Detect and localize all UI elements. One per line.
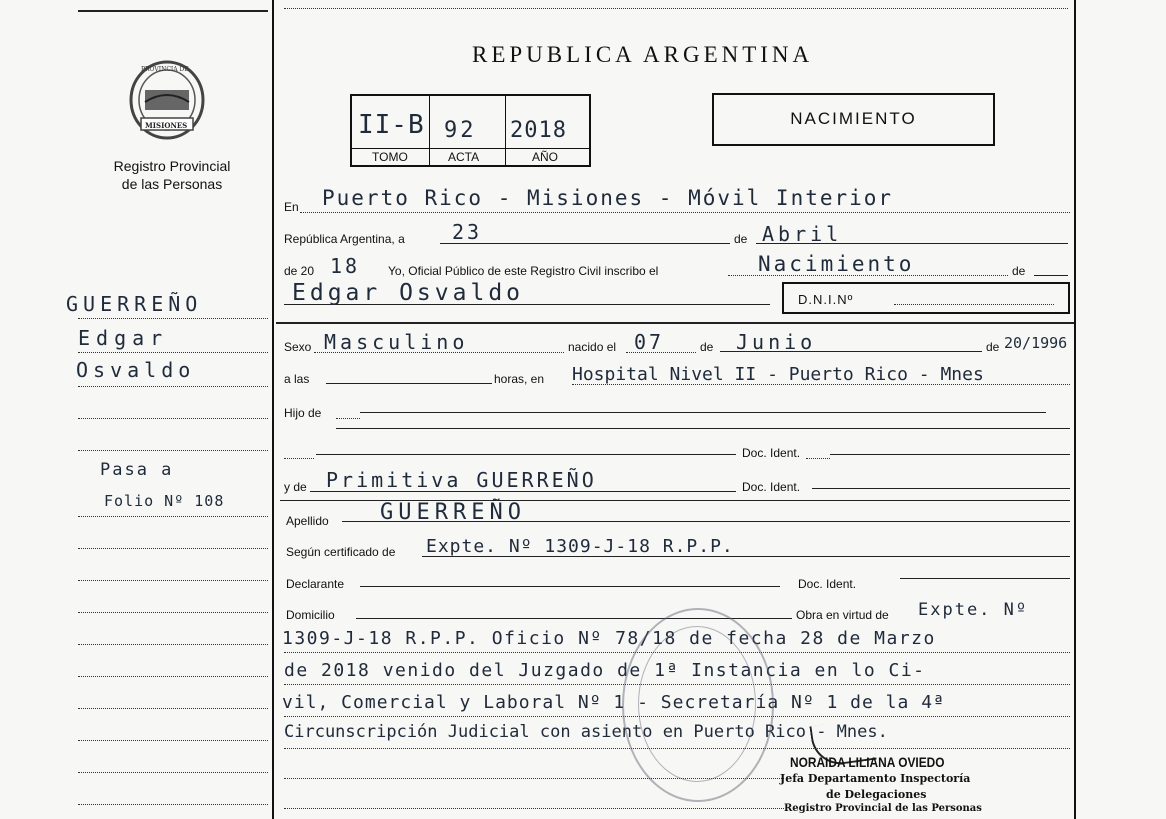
registry-line-2: de las Personas: [121, 176, 223, 192]
ano-value: 2018: [510, 118, 567, 143]
margin-dots-10: [78, 644, 268, 645]
month-value: Abril: [762, 222, 843, 246]
province-seal: [127, 58, 207, 142]
year-value: 18: [330, 254, 361, 278]
margin-dots-6: [78, 516, 268, 517]
margin-name2: Osvaldo: [76, 358, 196, 382]
margin-dots-13: [78, 740, 268, 741]
dni-box: [782, 282, 1070, 314]
top-dotted-line: [284, 8, 1068, 9]
margin-dots-9: [78, 612, 268, 613]
tomo-label: TOMO: [372, 150, 408, 164]
signature-title-2: de Delegaciones: [826, 788, 927, 801]
apellido-label: Apellido: [286, 514, 329, 528]
birth-day: 07: [634, 330, 665, 354]
segun-label: Según certificado de: [286, 545, 396, 559]
body-line-3: vil, Comercial y Laboral Nº 1 - Secretaría Nº 1 de la 4ª: [282, 692, 945, 713]
body-line-2: de 2018 venido del Juzgado de 1ª Instancia en lo Ci-: [284, 660, 926, 681]
margin-dots-7: [78, 548, 268, 549]
horas-label: horas, en: [494, 372, 545, 386]
registry-line-1: Registro Provincial: [113, 158, 231, 174]
top-left-rule: [78, 10, 268, 12]
tomo-value: II-B: [358, 110, 425, 140]
margin-dots-11: [78, 676, 268, 677]
margin-note1: Pasa a: [100, 460, 174, 480]
signature-name: NORAIDA LILIANA OVIEDO: [790, 754, 945, 770]
margin-note2: Folio Nº 108: [104, 492, 225, 510]
margin-surname: GUERREÑO: [66, 292, 203, 316]
de3-label: de: [700, 340, 714, 354]
seal-text-top: PROVINCIA DE: [141, 66, 189, 73]
acta-value: 92: [444, 118, 477, 143]
margin-dots-15: [78, 804, 268, 805]
place-value: Hospital Nivel II - Puerto Rico - Mnes: [572, 364, 984, 385]
margin-dots-4: [78, 418, 268, 419]
segun-value: Expte. Nº 1309-J-18 R.P.P.: [426, 536, 734, 557]
day-value: 23: [452, 220, 483, 244]
margin-dots-2: [78, 352, 268, 353]
ano-label: AÑO: [532, 150, 559, 164]
margin-dots-14: [78, 772, 268, 773]
de2-label: de: [1012, 264, 1026, 278]
signature-title-3: Registro Provincial de las Personas: [784, 803, 982, 814]
doc-ident-label-1: Doc. Ident.: [742, 446, 801, 460]
de-label: de: [734, 232, 748, 246]
alas-label: a las: [284, 372, 310, 386]
body-line-4: Circunscripción Judicial con asiento en Puerto Rico - Mnes.: [284, 722, 888, 742]
obra-label: Obra en virtud de: [796, 608, 889, 622]
margin-dots-1: [78, 318, 268, 319]
margin-dots-5: [78, 450, 268, 451]
sexo-value: Masculino: [324, 330, 469, 354]
doc-type-label: NACIMIENTO: [790, 109, 917, 128]
acta-label: ACTA: [448, 150, 480, 164]
doc-ident-label-3: Doc. Ident.: [798, 577, 857, 591]
doc-type-box: [712, 93, 995, 146]
dni-label: D.N.I.Nº: [798, 292, 854, 307]
birth-year: 20/1996: [1004, 334, 1068, 352]
birth-month: Junio: [736, 330, 817, 354]
margin-divider: [272, 0, 274, 819]
en-value: Puerto Rico - Misiones - Móvil Interior: [322, 186, 894, 210]
official-stamp: [622, 608, 774, 802]
signature-title-1: Jefa Departamento Inspectoría: [780, 772, 971, 785]
acto-value: Nacimiento: [758, 252, 915, 276]
hijo-label: Hijo de: [284, 406, 322, 420]
apellido-value: GUERREÑO: [380, 500, 526, 525]
right-border: [1074, 0, 1076, 819]
seal-text-bottom: MISIONES: [145, 121, 188, 130]
margin-dots-8: [78, 580, 268, 581]
doc-ident-label-2: Doc. Ident.: [742, 480, 801, 494]
body-line-1: 1309-J-18 R.P.P. Oficio Nº 78/18 de fecha 28 de Marzo: [282, 628, 936, 649]
de4-label: de: [986, 340, 1000, 354]
nacido-label: nacido el: [568, 340, 617, 354]
margin-name1: Edgar: [78, 326, 169, 350]
sexo-label: Sexo: [284, 340, 312, 354]
record-box: [350, 94, 591, 167]
domicilio-label: Domicilio: [286, 608, 335, 622]
oficial-text: Yo, Oficial Público de este Registro Civil inscribo el: [388, 264, 659, 278]
declarante-label: Declarante: [286, 577, 345, 591]
mother-value: Primitiva GUERREÑO: [326, 468, 597, 492]
obra-value: Expte. Nº: [918, 600, 1029, 620]
republica-label: República Argentina, a: [284, 232, 405, 246]
yde-label: y de: [284, 480, 307, 494]
country-title: REPUBLICA ARGENTINA: [472, 42, 814, 67]
en-label: En: [284, 200, 299, 214]
margin-dots-12: [78, 708, 268, 709]
year-prefix: de 20: [284, 264, 315, 278]
margin-dots-3: [78, 386, 268, 387]
person-value: Edgar Osvaldo: [292, 280, 525, 306]
